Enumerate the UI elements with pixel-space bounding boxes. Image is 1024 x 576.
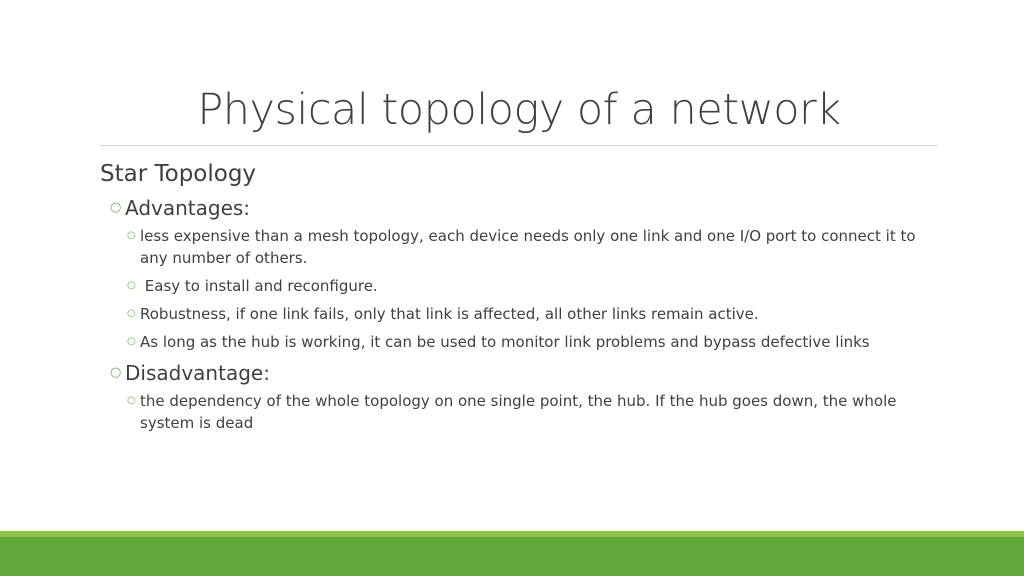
hollow-circle-bullet-icon: ○ bbox=[127, 280, 136, 291]
hollow-circle-bullet-icon: ○ bbox=[127, 395, 136, 406]
advantages-section bbox=[100, 194, 940, 353]
hollow-circle-bullet-icon: ○ bbox=[110, 365, 122, 380]
slide-content bbox=[100, 158, 940, 440]
hollow-circle-bullet-icon: ○ bbox=[127, 308, 136, 319]
topic-heading: Star Topology bbox=[100, 161, 257, 187]
list-item-text: the dependency of the whole topology on one single point, the hub. If the hub goes down, the whole system is dead bbox=[140, 392, 897, 432]
title-divider bbox=[100, 145, 938, 146]
disadvantage-section bbox=[100, 359, 940, 434]
list-item bbox=[125, 275, 940, 297]
hollow-circle-bullet-icon: ○ bbox=[127, 230, 136, 241]
list-item bbox=[125, 390, 940, 434]
list-item bbox=[125, 303, 940, 325]
section-label: Advantages: bbox=[125, 196, 251, 220]
list-item-text: Robustness, if one link fails, only that link is affected, all other links remain active. bbox=[140, 305, 759, 323]
slide-title: Physical topology of a network bbox=[197, 85, 841, 135]
list-item-text: Easy to install and reconfigure. bbox=[140, 277, 378, 295]
footer-bar bbox=[0, 537, 1024, 576]
hollow-circle-bullet-icon: ○ bbox=[110, 200, 122, 215]
list-item bbox=[125, 225, 940, 269]
list-item bbox=[125, 331, 940, 353]
disadvantage-list bbox=[125, 390, 940, 434]
list-item-text: less expensive than a mesh topology, each device needs only one link and one I/O port to connect it to any number of others. bbox=[140, 227, 916, 267]
hollow-circle-bullet-icon: ○ bbox=[127, 336, 136, 347]
section-label: Disadvantage: bbox=[125, 361, 270, 385]
advantages-list bbox=[125, 225, 940, 353]
list-item-text: As long as the hub is working, it can be used to monitor link problems and bypass defective links bbox=[140, 333, 870, 351]
